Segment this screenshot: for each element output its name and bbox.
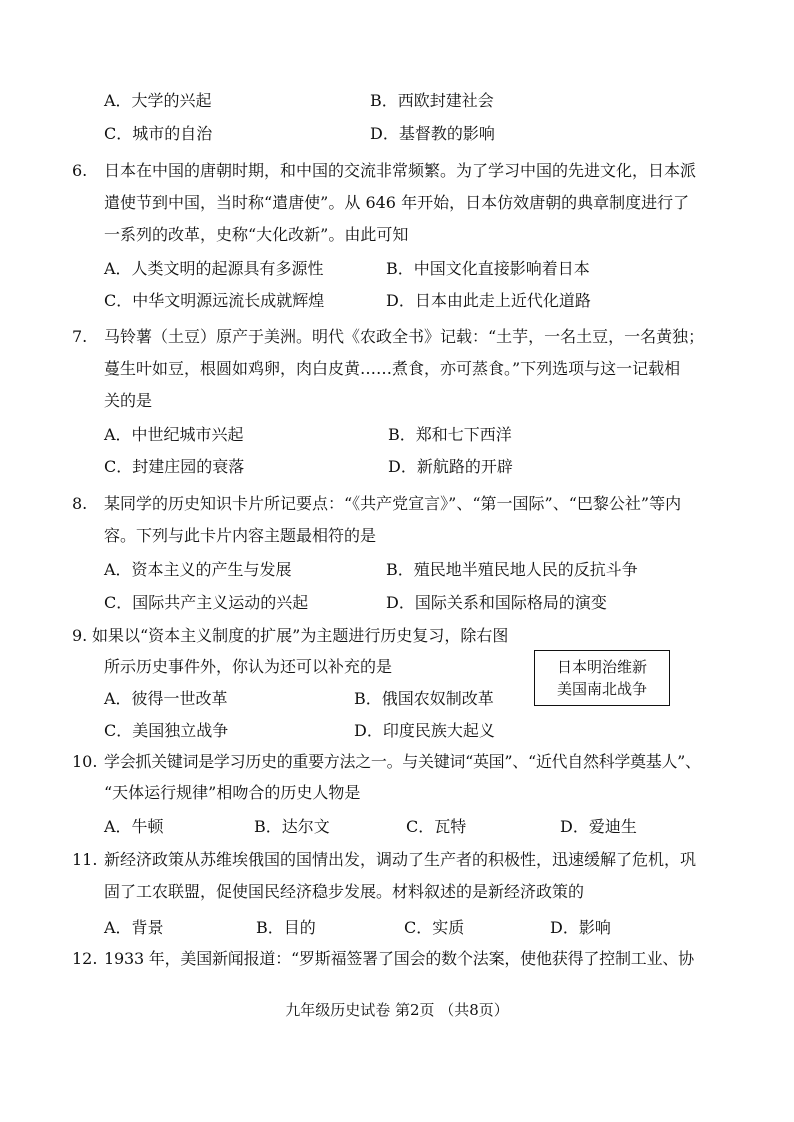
q10-option-a: A．牛顿: [104, 817, 164, 836]
q11-stem-line-2: 固了工农联盟，促使国民经济稳步发展。材料叙述的是新经济政策的: [104, 882, 585, 901]
q8-option-a: A．资本主义的产生与发展: [104, 560, 292, 579]
q6-stem-line-2: 遣使节到中国，当时称“遣唐使”。从 646 年开始，日本仿效唐朝的典章制度进行了: [104, 193, 690, 212]
q7-option-c: C．封建庄园的衰落: [104, 457, 245, 476]
q11-number: 11.: [72, 850, 98, 869]
q12-stem-line-1: 1933 年，美国新闻报道：“罗斯福签署了国会的数个法案，使他获得了控制工业、协: [104, 949, 694, 968]
q11-option-b: B．目的: [256, 918, 316, 937]
q11-option-d: D．影响: [550, 918, 611, 937]
q8-stem-line-2: 容。下列与此卡片内容主题最相符的是: [104, 526, 377, 545]
q8-number: 8.: [72, 494, 88, 513]
q8-stem-line-1: 某同学的历史知识卡片所记要点：“《共产党宣言》”、“第一国际”、“巴黎公社”等内: [104, 494, 682, 513]
q5-option-b: B．西欧封建社会: [370, 91, 494, 110]
q11-option-a: A．背景: [104, 918, 164, 937]
q9-stem-line-1: 如果以“资本主义制度的扩展”为主题进行历史复习，除右图: [92, 626, 509, 645]
q10-option-c: C．瓦特: [406, 817, 467, 836]
q7-stem-line-1: 马铃薯（土豆）原产于美洲。明代《农政全书》记载：“土芋，一名土豆，一名黄独；: [104, 327, 705, 346]
q9-option-d: D．印度民族大起义: [354, 721, 495, 740]
q7-option-b: B．郑和七下西洋: [388, 425, 512, 444]
q6-option-c: C．中华文明源远流长成就辉煌: [104, 291, 325, 310]
q5-option-c: C．城市的自治: [104, 124, 213, 143]
q9-option-b: B．俄国农奴制改革: [354, 689, 494, 708]
q8-option-d: D．国际关系和国际格局的演变: [386, 593, 607, 612]
q6-number: 6.: [72, 161, 88, 180]
q6-stem-line-3: 一系列的改革，史称“大化改新”。由此可知: [104, 225, 409, 244]
q6-option-d: D．日本由此走上近代化道路: [386, 291, 591, 310]
q10-option-d: D．爱迪生: [560, 817, 637, 836]
q9-figure-box: [534, 650, 670, 706]
q8-option-b: B．殖民地半殖民地人民的反抗斗争: [386, 560, 638, 579]
q9-stem-line-2: 所示历史事件外，你认为还可以补充的是: [104, 657, 393, 676]
page-footer: 九年级历史试卷 第2页 （共8页）: [285, 1001, 509, 1019]
q10-stem-line-1: 学会抓关键词是学习历史的重要方法之一。与关键词“英国”、“近代自然科学奠基人”、: [104, 752, 701, 771]
q5-option-a: A．大学的兴起: [104, 91, 212, 110]
q9-figure-line-1: 日本明治维新: [556, 658, 647, 676]
q5-option-d: D．基督教的影响: [370, 124, 495, 143]
q7-option-d: D．新航路的开辟: [388, 457, 513, 476]
q10-stem-line-2: “天体运行规律”相吻合的历史人物是: [104, 783, 361, 802]
q7-stem-line-3: 关的是: [104, 391, 153, 410]
q9-option-a: A．彼得一世改革: [104, 689, 228, 708]
q6-option-b: B．中国文化直接影响着日本: [386, 259, 590, 278]
q7-stem-line-2: 蔓生叶如豆，根圆如鸡卵，肉白皮黄……煮食，亦可蒸食。”下列选项与这一记载相: [104, 359, 681, 378]
q10-number: 10.: [72, 752, 98, 771]
q11-option-c: C．实质: [404, 918, 465, 937]
q7-option-a: A．中世纪城市兴起: [104, 425, 244, 444]
q12-number: 12.: [72, 949, 98, 968]
q6-stem-line-1: 日本在中国的唐朝时期，和中国的交流非常频繁。为了学习中国的先进文化，日本派: [104, 161, 697, 180]
q11-stem-line-1: 新经济政策从苏维埃俄国的国情出发，调动了生产者的积极性，迅速缓解了危机，巩: [104, 850, 697, 869]
q9-figure-line-2: 美国南北战争: [556, 680, 647, 698]
q10-option-b: B．达尔文: [254, 817, 330, 836]
q6-option-a: A．人类文明的起源具有多源性: [104, 259, 324, 278]
q9-option-c: C．美国独立战争: [104, 721, 229, 740]
q9-number: 9.: [72, 626, 88, 645]
q7-number: 7.: [72, 327, 88, 346]
q8-option-c: C．国际共产主义运动的兴起: [104, 593, 309, 612]
